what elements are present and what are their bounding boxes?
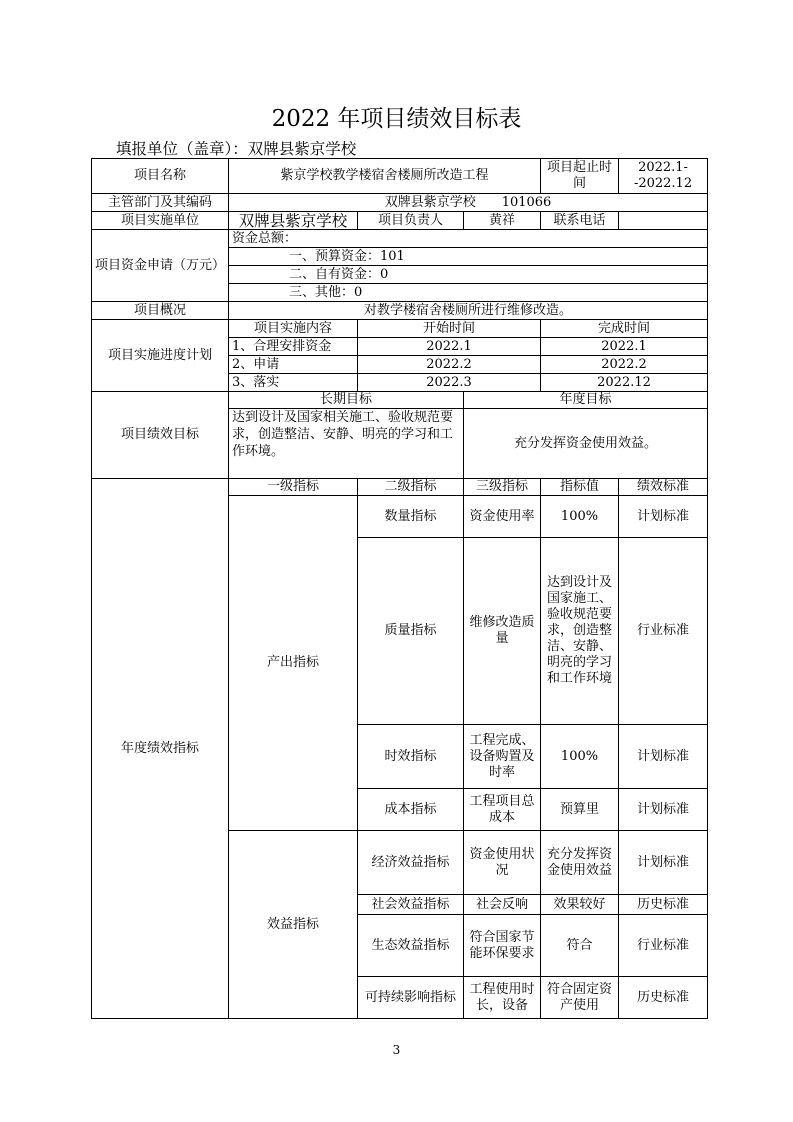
project-period-label: 项目起止时间 [541, 159, 619, 194]
indicator-header-value: 指标值 [541, 479, 619, 496]
indicator-second: 时效指标 [358, 725, 464, 789]
indicator-second: 成本指标 [358, 789, 464, 831]
schedule-header-content: 项目实施内容 [229, 320, 358, 338]
performance-target-table [91, 158, 708, 1019]
funds-label: 项目资金申请（万元） [92, 230, 229, 302]
indicators-label: 年度绩效指标 [92, 479, 229, 1019]
indicator-value: 效果较好 [541, 895, 619, 915]
annual-header: 年度目标 [464, 392, 708, 409]
indicator-third: 资金使用状况 [464, 831, 541, 895]
schedule-header-start: 开始时间 [358, 320, 541, 338]
project-name-value: 紫京学校教学楼宿舍楼厕所改造工程 [229, 159, 541, 194]
indicator-value: 充分发挥资金使用效益 [541, 831, 619, 895]
schedule-header-end: 完成时间 [541, 320, 708, 338]
indicator-value: 100% [541, 725, 619, 789]
schedule-row-end: 2022.12 [541, 374, 708, 392]
indicator-value: 达到设计及国家施工、验收规范要求，创造整洁、安静、明亮的学习和工作环境 [541, 538, 619, 725]
schedule-row-end: 2022.2 [541, 356, 708, 374]
schedule-row-start: 2022.2 [358, 356, 541, 374]
indicator-standard: 行业标准 [619, 538, 708, 725]
overview-text: 对教学楼宿舍楼厕所进行维修改造。 [229, 302, 708, 320]
indicator-value: 预算里 [541, 789, 619, 831]
phone-label: 联系电话 [541, 212, 619, 230]
long-term-header: 长期目标 [229, 392, 464, 409]
indicator-standard: 计划标准 [619, 789, 708, 831]
schedule-label: 项目实施进度计划 [92, 320, 229, 392]
indicator-third: 工程项目总成本 [464, 789, 541, 831]
funds-total: 资金总额： [229, 230, 708, 248]
page-number: 3 [392, 1043, 401, 1057]
impl-unit-value: 双牌县紫京学校 [229, 212, 358, 230]
schedule-row-start: 2022.3 [358, 374, 541, 392]
indicator-standard: 历史标准 [619, 895, 708, 915]
page-title: 2022 年项目绩效目标表 [271, 106, 522, 132]
indicator-standard: 历史标准 [619, 977, 708, 1019]
department-label: 主管部门及其编码 [92, 194, 229, 212]
annual-target: 充分发挥资金使用效益。 [464, 409, 708, 479]
department-value: 双牌县紫京学校 101066 [229, 194, 708, 212]
indicator-standard: 计划标准 [619, 725, 708, 789]
leader-label: 项目负责人 [358, 212, 464, 230]
long-term-target: 达到设计及国家相关施工、验收规范要求，创造整洁、安静、明亮的学习和工作环境。 [229, 409, 464, 479]
indicator-second: 质量指标 [358, 538, 464, 725]
indicator-header-first: 一级指标 [229, 479, 358, 496]
indicator-second: 生态效益指标 [358, 915, 464, 977]
schedule-row-end: 2022.1 [541, 338, 708, 356]
indicator-third: 社会反响 [464, 895, 541, 915]
indicator-header-second: 二级指标 [358, 479, 464, 496]
indicator-third: 维修改造质量 [464, 538, 541, 725]
indicator-second: 数量指标 [358, 496, 464, 538]
leader-value: 黄祥 [464, 212, 541, 230]
project-name-label: 项目名称 [92, 159, 229, 194]
indicator-third: 工程使用时长，设备 [464, 977, 541, 1019]
funds-other: 三、其他：0 [229, 284, 708, 302]
indicator-value: 符合 [541, 915, 619, 977]
targets-label: 项目绩效目标 [92, 392, 229, 479]
indicator-value: 符合固定资产使用 [541, 977, 619, 1019]
indicator-standard: 行业标准 [619, 915, 708, 977]
indicator-second: 社会效益指标 [358, 895, 464, 915]
indicator-third: 资金使用率 [464, 496, 541, 538]
indicator-header-standard: 绩效标准 [619, 479, 708, 496]
schedule-row-content: 1、合理安排资金 [229, 338, 358, 356]
benefit-indicator-label: 效益指标 [229, 831, 358, 1019]
schedule-row-content: 3、落实 [229, 374, 358, 392]
indicator-second: 经济效益指标 [358, 831, 464, 895]
indicator-third: 符合国家节能环保要求 [464, 915, 541, 977]
funds-budget: 一、预算资金：101 [229, 248, 708, 266]
schedule-row-start: 2022.1 [358, 338, 541, 356]
phone-value [619, 212, 708, 230]
funds-self: 二、自有资金：0 [229, 266, 708, 284]
overview-label: 项目概况 [92, 302, 229, 320]
indicator-second: 可持续影响指标 [358, 977, 464, 1019]
schedule-row-content: 2、申请 [229, 356, 358, 374]
impl-unit-label: 项目实施单位 [92, 212, 229, 230]
indicator-standard: 计划标准 [619, 831, 708, 895]
project-period-value: 2022.1--2022.12 [619, 159, 708, 194]
indicator-third: 工程完成、设备购置及时率 [464, 725, 541, 789]
output-indicator-label: 产出指标 [229, 496, 358, 831]
indicator-header-third: 三级指标 [464, 479, 541, 496]
indicator-value: 100% [541, 496, 619, 538]
indicator-standard: 计划标准 [619, 496, 708, 538]
reporting-unit-line: 填报单位（盖章）：双牌县紫京学校 [116, 140, 357, 158]
